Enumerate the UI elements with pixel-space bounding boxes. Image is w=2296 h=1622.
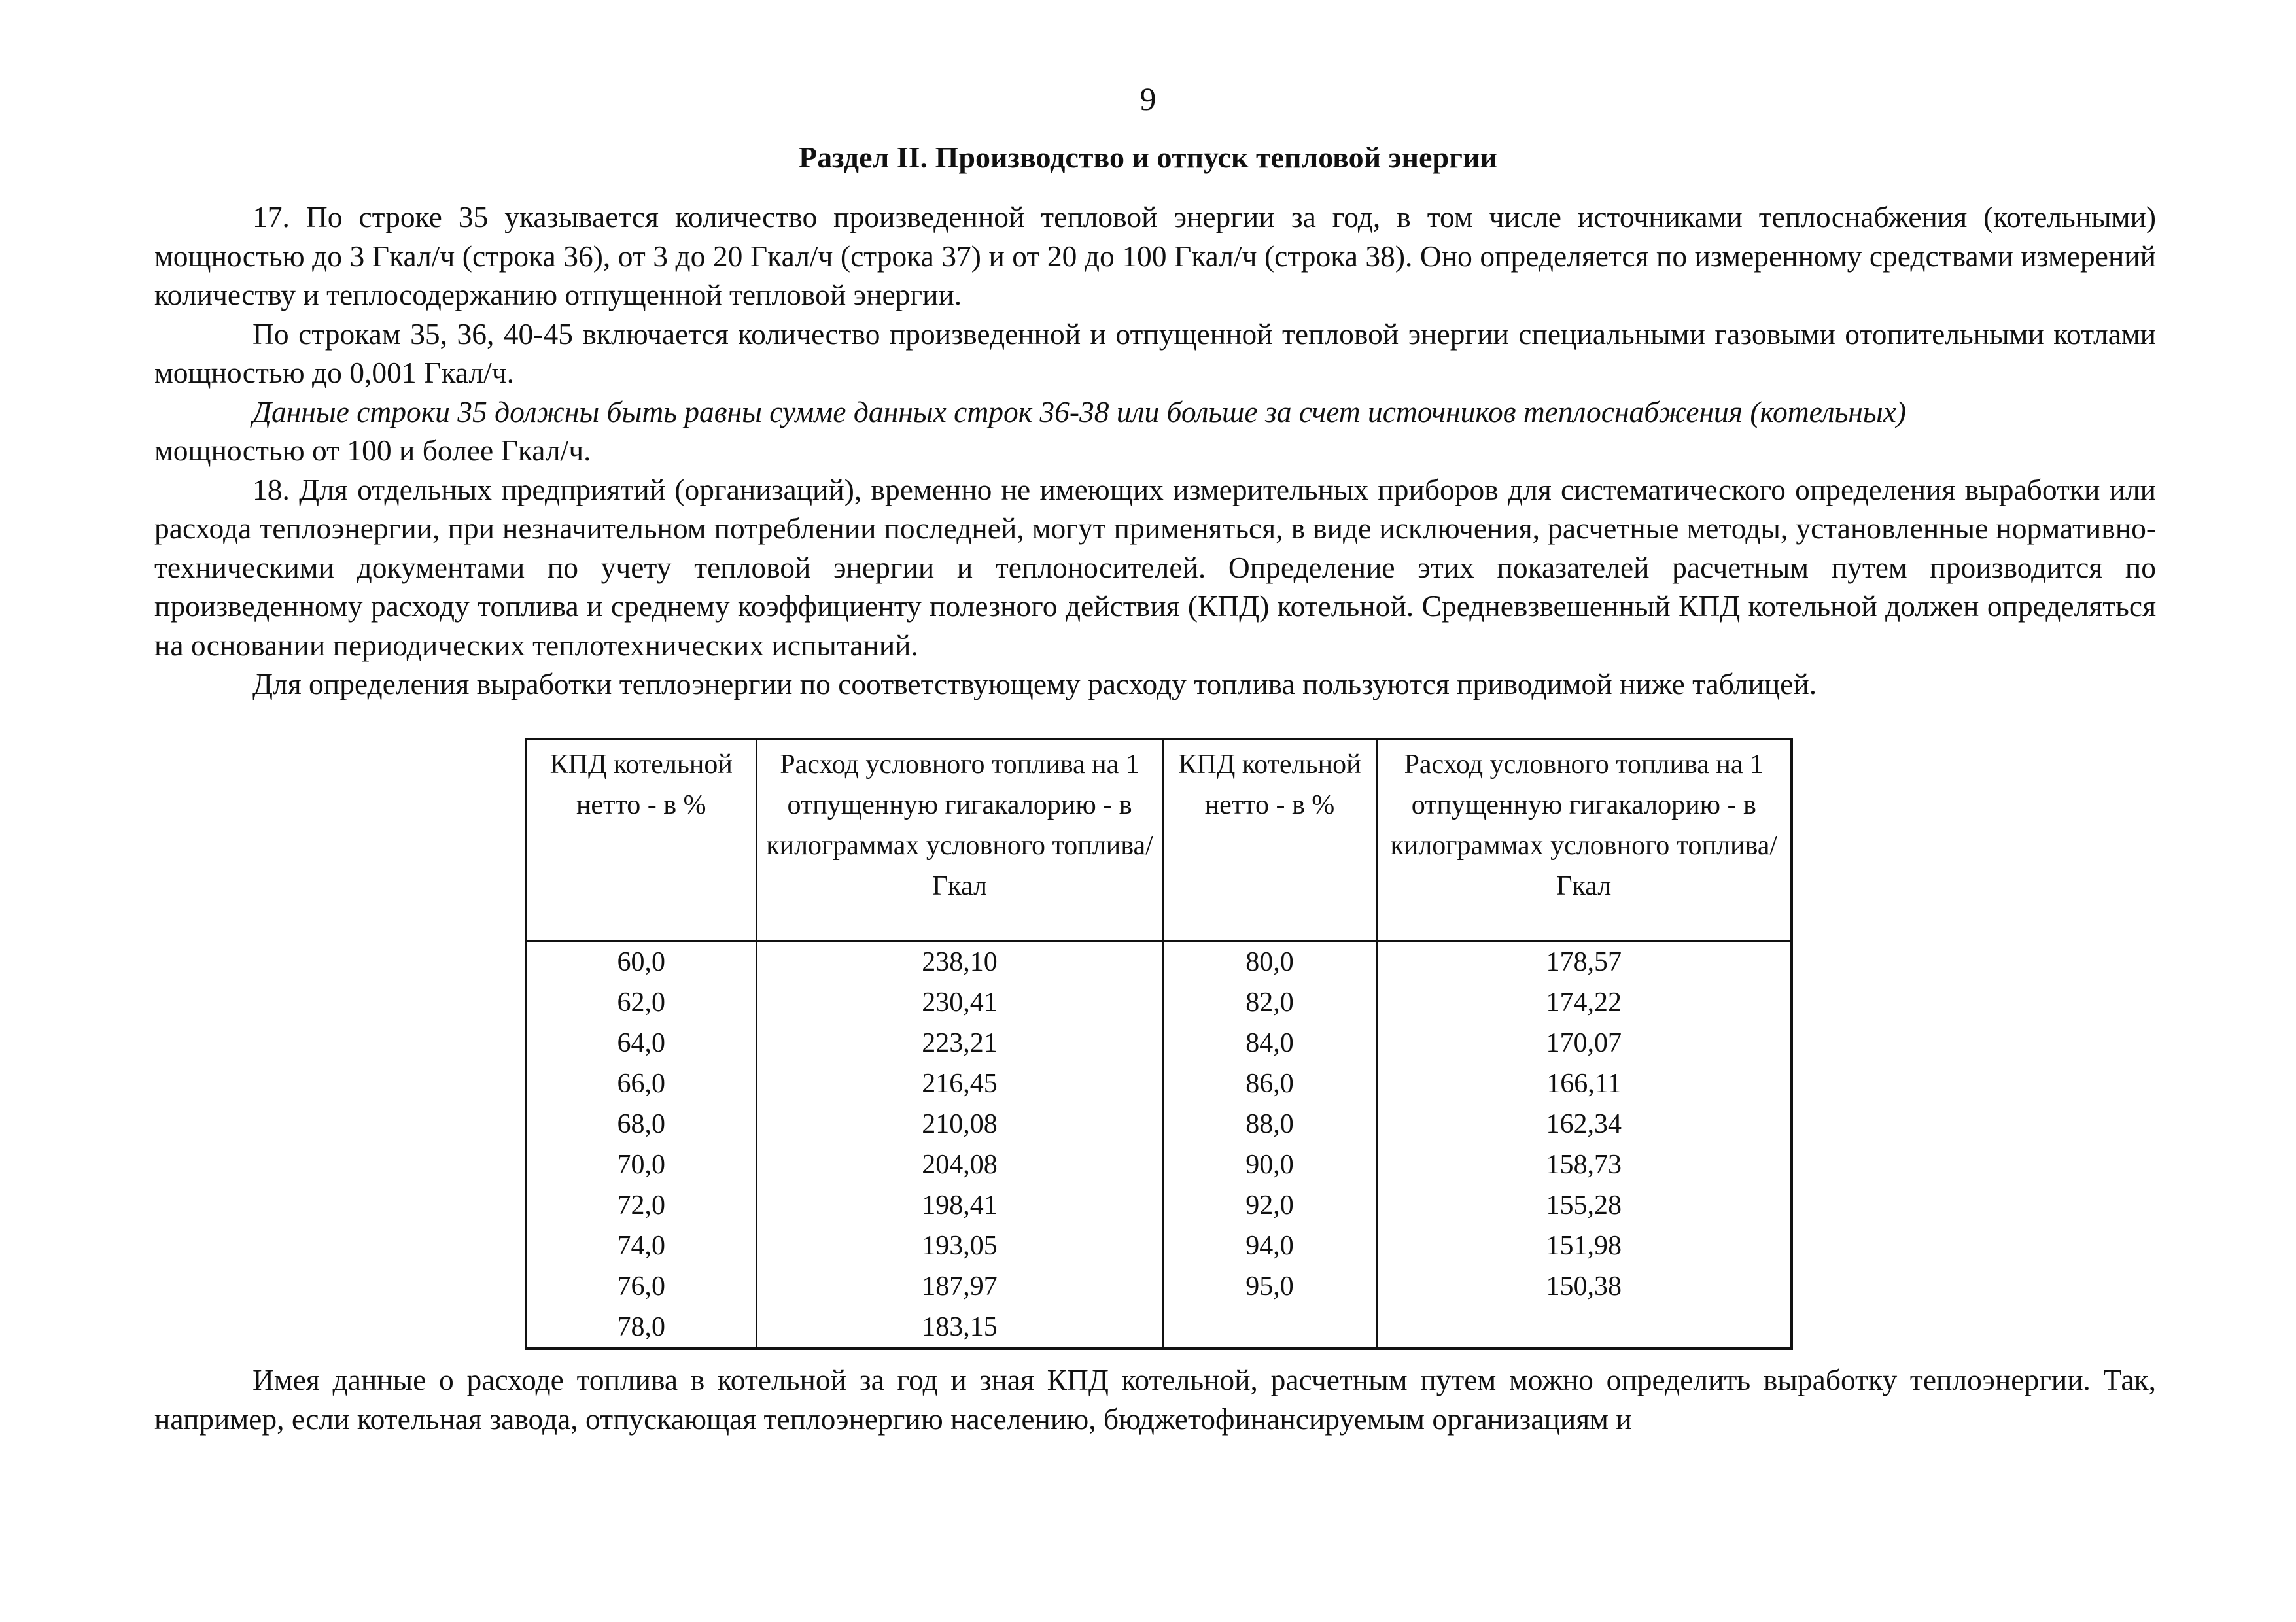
table-cell: 162,34 <box>1376 1104 1792 1145</box>
table-cell: 66,0 <box>526 1063 756 1104</box>
table-row <box>526 940 1792 982</box>
table-cell: 95,0 <box>1163 1266 1376 1307</box>
table-row <box>526 1145 1792 1185</box>
table-cell: 84,0 <box>1163 1023 1376 1063</box>
table-cell <box>1163 1307 1376 1349</box>
table-cell: 60,0 <box>526 940 756 982</box>
header-kpd-2: КПД котельной нетто - в % <box>1163 739 1376 940</box>
table-row <box>526 1063 1792 1104</box>
table-row <box>526 1226 1792 1266</box>
table-cell: 183,15 <box>756 1307 1163 1349</box>
table-row <box>526 1266 1792 1307</box>
table-cell: 223,21 <box>756 1023 1163 1063</box>
table-cell: 70,0 <box>526 1145 756 1185</box>
text-block-bottom <box>154 1360 2156 1438</box>
table-cell: 62,0 <box>526 982 756 1023</box>
table-cell: 204,08 <box>756 1145 1163 1185</box>
table-cell: 216,45 <box>756 1063 1163 1104</box>
paragraph-17: 17. По строке 35 указывается количество произведенной тепловой энергии за год, в том числе источниками теплоснабжения (котельными) мощностью до 3 Гкал/ч (строка 36), от 3 до 20 Гкал/ч (строка 37) и от 20 до 100 Гкал/ч (строка 38). Оно определяется по измеренному средствами измерений количеству и теплосодержанию отпущенной тепловой энергии. <box>154 200 2156 311</box>
table-row <box>526 1104 1792 1145</box>
table-cell: 187,97 <box>756 1266 1163 1307</box>
paragraph-18: 18. Для отдельных предприятий (организаций), временно не имеющих измерительных приборов для систематического определения выработки или расхода теплоэнергии, при незначительном потреблении последней, могут применяться, в виде исключения, расчетные методы, установленные нормативно-техническими документами по учету тепловой энергии и теплоносителей. Определение этих показателей расчетным путем производится по произведенному расходу топлива и среднему коэффициенту полезного действия (КПД) котельной. Средневзвешенный КПД котельной должен определяться на основании периодических теплотехнических испытаний. <box>154 472 2156 662</box>
header-kpd-1: КПД котельной нетто - в % <box>526 739 756 940</box>
paragraph-control-rule: Данные строки 35 должны быть равны сумме данных строк 36-38 или больше за счет источников теплоснабжения (котельных) <box>252 394 1906 428</box>
table-cell: 78,0 <box>526 1307 756 1349</box>
table-row <box>526 982 1792 1023</box>
page-number: 9 <box>1139 80 1157 117</box>
table-cell: 68,0 <box>526 1104 756 1145</box>
table-row <box>526 1307 1792 1349</box>
table-cell: 80,0 <box>1163 940 1376 982</box>
table-cell <box>1376 1307 1792 1349</box>
table-cell: 158,73 <box>1376 1145 1792 1185</box>
table-header-row <box>526 739 1792 940</box>
paragraph-control-rule-cont: мощностью от 100 и более Гкал/ч. <box>154 434 591 467</box>
kpd-fuel-table <box>525 738 1793 1350</box>
header-fuel-1: Расход условного топлива на 1 отпущенную гигакалорию - в килограммах условного топлива/Гкал <box>756 739 1163 940</box>
table-cell: 88,0 <box>1163 1104 1376 1145</box>
table-cell: 72,0 <box>526 1185 756 1226</box>
text-block-top <box>154 198 2156 704</box>
table-cell: 210,08 <box>756 1104 1163 1145</box>
table-cell: 82,0 <box>1163 982 1376 1023</box>
table-cell: 170,07 <box>1376 1023 1792 1063</box>
table-cell: 155,28 <box>1376 1185 1792 1226</box>
header-fuel-2: Расход условного топлива на 1 отпущенную гигакалорию - в килограммах условного топлива/Гкал <box>1376 739 1792 940</box>
table-cell: 64,0 <box>526 1023 756 1063</box>
paragraph-example: Имея данные о расходе топлива в котельной за год и зная КПД котельной, расчетным путем можно определить выработку теплоэнергии. Так, например, если котельная завода, отпускающая теплоэнергию населению, бюджетофинансируемым организациям и <box>154 1363 2156 1436</box>
paragraph-rows-35-36-40-45: По строкам 35, 36, 40-45 включается количество произведенной и отпущенной тепловой энергии специальными газовыми отопительными котлами мощностью до 0,001 Гкал/ч. <box>154 317 2156 389</box>
table-cell: 74,0 <box>526 1226 756 1266</box>
table-cell: 238,10 <box>756 940 1163 982</box>
table-row <box>526 1023 1792 1063</box>
table-cell: 94,0 <box>1163 1226 1376 1266</box>
table-cell: 90,0 <box>1163 1145 1376 1185</box>
table-cell: 151,98 <box>1376 1226 1792 1266</box>
table-cell: 230,41 <box>756 982 1163 1023</box>
table-cell: 150,38 <box>1376 1266 1792 1307</box>
table-row <box>526 1185 1792 1226</box>
table-cell: 76,0 <box>526 1266 756 1307</box>
table-cell: 86,0 <box>1163 1063 1376 1104</box>
table-cell: 198,41 <box>756 1185 1163 1226</box>
table-cell: 174,22 <box>1376 982 1792 1023</box>
table-cell: 193,05 <box>756 1226 1163 1266</box>
paragraph-table-intro: Для определения выработки теплоэнергии по соответствующему расходу топлива пользуются приводимой ниже таблицей. <box>252 667 1817 700</box>
section-title: Раздел II. Производство и отпуск тепловой энергии <box>799 141 1497 174</box>
table-cell: 92,0 <box>1163 1185 1376 1226</box>
table-cell: 166,11 <box>1376 1063 1792 1104</box>
table-cell: 178,57 <box>1376 940 1792 982</box>
